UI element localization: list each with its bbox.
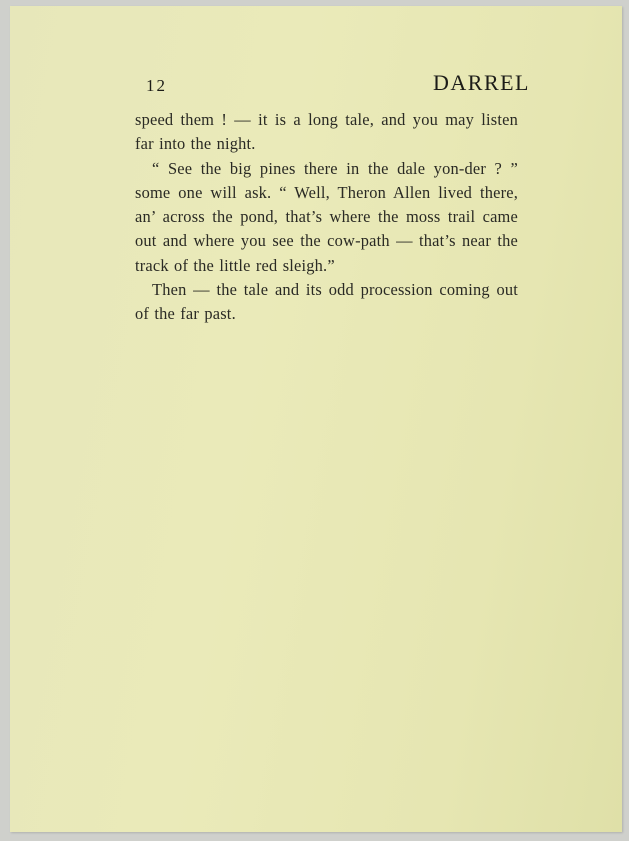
- page-number: 12: [146, 76, 167, 95]
- paragraph-continuation: speed them ! — it is a long tale, and you may listen far into the night.: [135, 110, 518, 154]
- paragraph-closing: Then — the tale and its odd procession coming out of the far past.: [135, 280, 518, 324]
- paragraph-dialogue: “ See the big pines there in the dale yon-der ? ” some one will ask. “ Well, Theron Allen lived there, an’ across the pond, that’s where the moss trail came out and where you see the cow-path — that’s near the track of the little red sleigh.”: [135, 158, 518, 275]
- body-text: [135, 108, 518, 327]
- page-header: [145, 70, 530, 100]
- running-head: DARREL: [433, 70, 530, 95]
